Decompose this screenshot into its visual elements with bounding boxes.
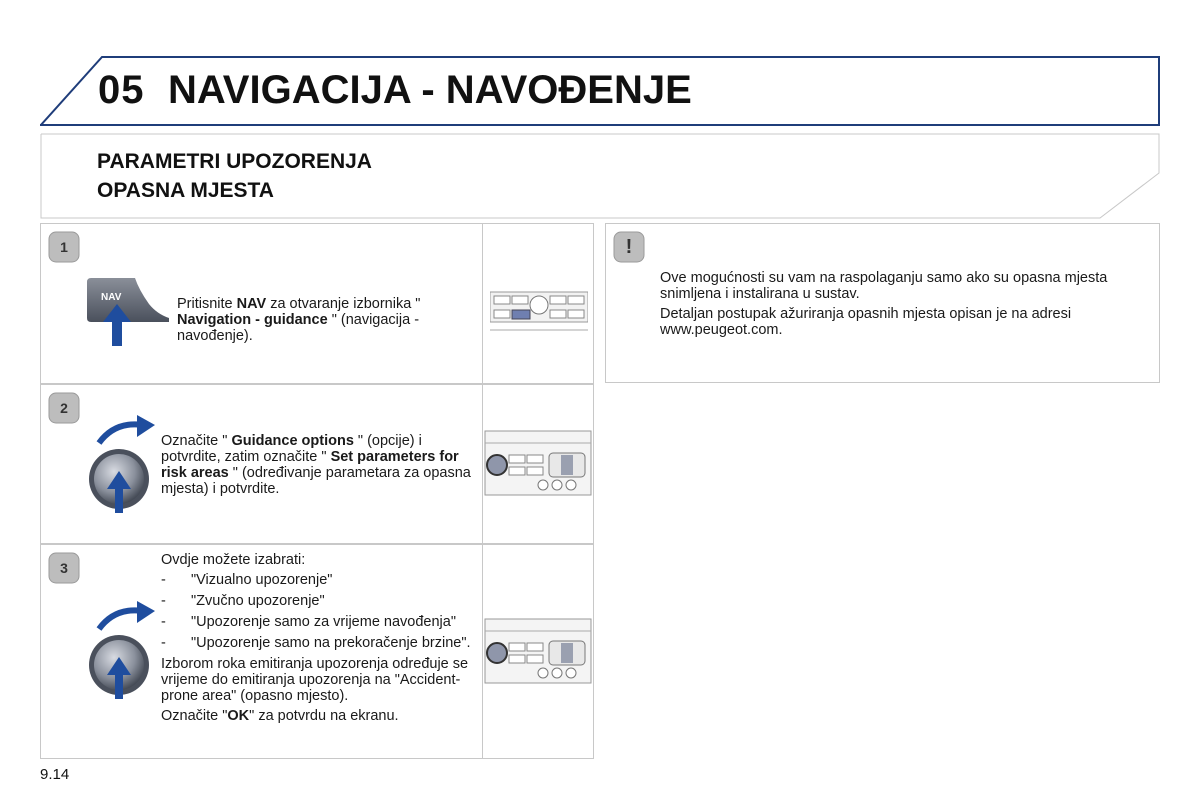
- radio-panel-icon: [483, 429, 593, 497]
- step-1: [40, 223, 594, 384]
- list-item: - "Upozorenje samo na prekoračenje brzine".: [161, 635, 471, 651]
- section-banner: [40, 133, 1160, 219]
- step-badge: 2: [47, 391, 81, 425]
- step-1-text: Pritisnite NAV za otvaranje izbornika " Navigation - guidance " (navigacija - navođenje).: [177, 296, 421, 344]
- svg-text:NAV: NAV: [101, 292, 122, 303]
- warning-note: [605, 223, 1160, 383]
- chapter-title: NAVIGACIJA - NAVOĐENJE: [168, 68, 692, 112]
- list-item: - "Zvučno upozorenje": [161, 593, 325, 609]
- list-item: - "Vizualno upozorenje": [161, 572, 333, 588]
- step-3: [40, 544, 594, 759]
- radio-panel-icon: [483, 617, 593, 685]
- list-item: - "Upozorenje samo za vrijeme navođenja": [161, 614, 456, 630]
- note-text: Ove mogućnosti su vam na raspolaganju samo ako su opasna mjesta snimljena i instalirana u sustav. Detaljan postupak ažuriranja opasnih mjesta opisan je na adresi www.peugeot.com.: [660, 270, 1108, 338]
- chapter-number: 05: [98, 68, 145, 112]
- rotary-knob-icon: [85, 601, 161, 701]
- warning-icon: !: [612, 230, 646, 264]
- step-badge: 3: [47, 551, 81, 585]
- page-number: 9.14: [40, 766, 70, 783]
- section-subtitle: OPASNA MJESTA: [97, 179, 274, 202]
- radio-panel-icon: [490, 270, 588, 346]
- step-badge: 1: [47, 230, 81, 264]
- option-list: [161, 572, 479, 651]
- step-2-text: Označite " Guidance options " (opcije) i potvrdite, zatim označite " Set parameters for risk areas " (određivanje parametara za opasna mjesta) i potvrdite.: [161, 433, 471, 497]
- section-title: PARAMETRI UPOZORENJA: [97, 150, 372, 173]
- step-2: [40, 384, 594, 544]
- rotary-knob-icon: [85, 415, 161, 515]
- nav-button-icon: [83, 274, 173, 350]
- section-frame: [40, 133, 1160, 219]
- step-3-text: Ovdje možete izabrati: - "Vizualno upozorenje" - "Zvučno upozorenje" - "Upozorenje samo za vrijeme navođenja" - "Upozorenje samo na prekoračenje brzine". Izborom roka emitiranja upozorenja određuje se vrijeme do emitiranja upozorenja na "Accident-prone area" (opasno mjesto). Označite "OK" za potvrdu na ekranu.: [161, 552, 479, 728]
- chapter-header: [40, 56, 1160, 126]
